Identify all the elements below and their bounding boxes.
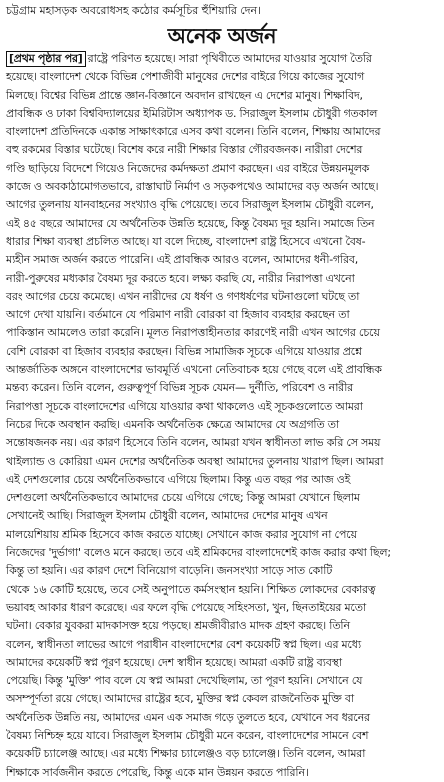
- article-line-text: নিরাপত্তা সূচকে বাংলাদেশের এগিয়ে যাওয়ার কথা থাকলেও এই সূচকগুলোতে আমরা: [6, 399, 363, 413]
- article-line-text: মিলছে। বিশ্বের বিভিন্ন প্রান্তে জ্ঞান-বিজ্ঞানে অবদান রাখছেন এ দেশের মানুষ। শিক্ষাবিদ,: [6, 88, 363, 102]
- article-line: [6, 68, 438, 86]
- article-line: [6, 215, 438, 233]
- article-line-text: ভয়াবহ আকার ধারণ করেছে। এর ফলে বৃদ্ধি পেয়েছে সহিংসতা, খুন, ছিনতাইয়ের মতো: [6, 600, 366, 614]
- article-line: [6, 324, 438, 342]
- article-line-text: বহু রকমের বিস্তার ঘটেছে। বিশেষ করে নারী শিক্ষার বিস্তার গৌরবজনক। নারীরা দেশের: [6, 143, 363, 157]
- article-headline: অনেক অর্জন: [167, 24, 277, 48]
- article-line: [6, 690, 438, 708]
- article-line-text: পাকিস্তান আমলেও তারা করেনি। মূলত নিরাপত্তাহীনতার কারণেই নারী এখন আগের চেয়ে: [6, 326, 380, 340]
- article-line-text: শিক্ষাকে সার্বজনীন করতে পেরেছি, কিন্তু একে মান উন্নয়ন করতে পারিনি।: [6, 765, 309, 779]
- previous-article-last-line: চট্টগ্রাম মহাসড়ক অবরোধসহ কঠোর কর্মসূচির হুঁশিয়ারি দেন।: [6, 4, 261, 17]
- article-line: [6, 434, 438, 452]
- article-line-text: রাষ্ট্রে পরিণত হয়েছে। সারা পৃথিবীতে আমাদের যাওয়ার সুযোগ তৈরি: [87, 52, 372, 65]
- article-line-text: হয়েছে। বাংলাদেশ থেকে বিভিন্ন পেশাজীবী মানুষের দেশের বাইরে গিয়ে কাজের সুযোগ: [6, 70, 365, 84]
- article-line-text: কিন্তু তা হয়নি। এর কারণ দেশে বিনিয়োগ বাড়েনি। জনসংখ্যা সাড়ে সাত কোটি: [6, 564, 333, 578]
- article-line-text: থেকে ১৬ কোটি হয়েছে, তবে সেই অনুপাতে কর্মসংস্থান হয়নি। শিক্ষিত লোকদের বেকারত্ব: [6, 582, 376, 596]
- article-line: [6, 636, 438, 654]
- article-line-text: আন্তর্জাতিক অঙ্গনে বাংলাদেশের ভাবমূর্তি এখনো নেতিবাচক হয়ে গেছে বলে এই প্রাবন্ধিক: [6, 363, 382, 377]
- article-line: [6, 727, 438, 745]
- article-line: [6, 233, 438, 251]
- article-line-text: বৈষম্য নিশ্চিহ্ন হয়ে যাবে। সিরাজুল ইসলাম চৌধুরী মনে করেন, বাংলাদেশের সামনে বেশ: [6, 728, 369, 742]
- article-line-text: ম্যহীন সমাজ অর্জন করতে পারেনি। এই প্রাবন্ধিক আরও বলেন, আমাদের ধনী-গরিব,: [6, 253, 358, 267]
- article-line-text: পেয়েছি। কিন্তু 'মুক্তি' পাব বলে যে স্বপ্ন আমরা দেখেছিলাম, তা পূরণ হয়নি। সেখানে যে: [6, 674, 363, 688]
- article-line: [6, 270, 438, 288]
- article-line: [6, 745, 438, 763]
- article-line-text: মালয়েশিয়ায় শ্রমিক হিসেবে কাজ করতে যাচ্ছে। সেখানে কাজ করার সুযোগ না পেয়ে: [6, 527, 357, 541]
- article-line-text: মন্তব্য করেন। তিনি বলেন, গুরুত্বপূর্ণ বিভিন্ন সূচক যেমন— দুর্নীতি, পরিবেশ ও নারীর: [6, 381, 353, 395]
- article-line-text: কয়েকটি চ্যালেঞ্জ আছে। এর মধ্যে শিক্ষার চ্যালেঞ্জও বড় চ্যালেঞ্জ। তিনি বলেন, আমরা: [6, 747, 366, 761]
- article-line: [6, 416, 438, 434]
- article-line: [6, 398, 438, 416]
- article-line: [6, 306, 438, 324]
- article-line-text: নিচের দিকে অবস্থান করছি। এমনকি অর্থনৈতিক ক্ষেত্রে আমাদের যে অগ্রগতি তা: [6, 417, 339, 431]
- article-line-text: এই ৪৫ বছরে আমাদের যে অর্থনৈতিক উন্নতি হয়েছে, কিন্তু বৈষম্য দূর হয়নি। সমাজে তিন: [6, 216, 375, 230]
- article-line-text: আমাদের কয়েকটি স্বপ্ন পূরণ হয়েছে। দেশ স্বাধীন হয়েছে। আমরা একটি রাষ্ট্র ব্যবস্থা: [6, 655, 342, 669]
- article-line-text: ধারার শিক্ষা ব্যবস্থা প্রচলিত আছে। যা বলে দিচ্ছে, বাংলাদেশ রাষ্ট্র হিসেবে এখনো বৈষ-: [6, 234, 366, 248]
- article-line: [6, 123, 438, 141]
- article-line-text: অর্থনৈতিক উন্নতি নয়, আমাদের এমন এক সমাজ গড়ে তুলতে হবে, যেখানে সব ধরনের: [6, 710, 370, 724]
- article-line-text: গণ্ডি ছাড়িয়ে বিদেশে গিয়েও নিজেদের কর্মদক্ষতা প্রমাণ করছেন। এর বাইরে উন্নয়নমূলক: [6, 161, 370, 175]
- article-lines: [6, 50, 438, 782]
- article-line: [6, 471, 438, 489]
- article-line: [6, 160, 438, 178]
- article-line-text: আগের তুলনায় যানবাহনের সংখ্যাও বৃদ্ধি পেয়েছে। তবে সিরাজুল ইসলাম চৌধুরী বলেন,: [6, 198, 374, 212]
- article-line-text: বলেন, স্বাধীনতা লাভের আগে পরাধীন বাংলাদেশের বেশ কয়েকটি স্বপ্ন ছিল। এর মধ্যে: [6, 637, 361, 651]
- article-line: [6, 526, 438, 544]
- article-line: [6, 251, 438, 269]
- article-line: [6, 196, 438, 214]
- article-line-text: দেশগুলো অর্থনৈতিকভাবে আমাদের চেয়ে এগিয়ে গেছে; কিন্তু আমরা যেখানে ছিলাম: [6, 491, 360, 505]
- article-line-text: বাংলাদেশ প্রতিদিনকে একান্ত সাক্ষাৎকারে এসব কথা বলেন। তিনি বলেন, শিক্ষায় আমাদের: [6, 125, 381, 139]
- article-line: [6, 379, 438, 397]
- article-line: [6, 654, 438, 672]
- article-line: [6, 709, 438, 727]
- article-body: [6, 50, 438, 779]
- article-line: [6, 105, 438, 123]
- article-line: [6, 50, 438, 68]
- article-line-text: কাজে ও অবকাঠামোগতভাবে, রাস্তাঘাট নির্মাণ ও সড়কপথেও আমাদের বড় অর্জন আছে।: [6, 180, 379, 194]
- article-line-text: অসম্পূর্ণতা রয়ে গেছে। আমাদের রাষ্ট্রের হবে, মুক্তির স্বপ্ন কেবল রাজনৈতিক মুক্তি বা: [6, 692, 354, 706]
- article-line: [6, 599, 438, 617]
- article-line: [6, 361, 438, 379]
- article-line-text: বেশি বোরকা বা হিজাব ব্যবহার করছেন। বিভিন্ন সামাজিক সূচকে এগিয়ে যাওয়ার প্রশ্নে: [6, 344, 362, 358]
- article-line: [6, 544, 438, 562]
- continuation-tag: [প্রথম পৃষ্ঠার পর]: [6, 51, 86, 67]
- article-line: [6, 617, 438, 635]
- article-line-text: এই দেশগুলোর চেয়ে অর্থনৈতিকভাবে এগিয়ে ছিলাম। কিন্তু এত বছর পর আজ ওই: [6, 472, 351, 486]
- article-line: [6, 489, 438, 507]
- article-line-text: নারী-পুরুষের মধ্যকার বৈষম্য দূর করতে হবে। লক্ষ্য করছি যে, নারীর নিরাপত্তা এখনো: [6, 271, 355, 285]
- article-line: [6, 87, 438, 105]
- article-line: [6, 764, 438, 782]
- article-line: [6, 141, 438, 159]
- article-line-text: থাইল্যান্ড ও কোরিয়া এমন দেশের অর্থনৈতিক অবস্থা আমাদের তুলনায় খারাপ ছিল। আমরা: [6, 454, 384, 468]
- article-line-text: ঘটনা। বেকার যুবকরা মাদকাসক্ত হয়ে পড়ছে। শ্রমজীবীরাও মাদক গ্রহণ করছে। তিনি: [6, 619, 350, 633]
- article-line: [6, 288, 438, 306]
- article-line: [6, 453, 438, 471]
- article-line: [6, 343, 438, 361]
- article-line-text: আগে দেখা যায়নি। বর্তমানে যে পরিমাণ নারী বোরকা বা হিজাব ব্যবহার করছেন তা: [6, 308, 350, 322]
- article-line: [6, 178, 438, 196]
- article-line: [6, 562, 438, 580]
- article-line-text: নিজেদের 'দুর্ভাগা' বলেও মনে করছে। তবে এই শ্রমিকদের বাংলাদেশেই কাজ করার কথা ছিল;: [6, 546, 391, 560]
- article-line: [6, 581, 438, 599]
- article-line-text: বরং আগের চেয়ে কমেছে। এখন নারীদের যে ধর্ষণ ও গণধর্ষণের ঘটনাগুলো ঘটছে তা: [6, 289, 360, 303]
- article-line: [6, 672, 438, 690]
- article-line-text: সেখানেই আছি। সিরাজুল ইসলাম চৌধুরী বলেন, আমাদের দেশের মানুষ এখন: [6, 509, 328, 523]
- headline-container: [0, 22, 444, 52]
- article-line-text: প্রাবন্ধিক ও ঢাকা বিশ্ববিদ্যালয়ের ইমিরিটাস অধ্যাপক ড. সিরাজুল ইসলাম চৌধুরী গতকাল: [6, 106, 378, 120]
- article-line-text: সন্তোষজনক নয়। এর কারণ হিসেবে তিনি বলেন, আমরা যখন স্বাধীনতা লাভ করি সে সময়: [6, 436, 381, 450]
- article-line: [6, 507, 438, 525]
